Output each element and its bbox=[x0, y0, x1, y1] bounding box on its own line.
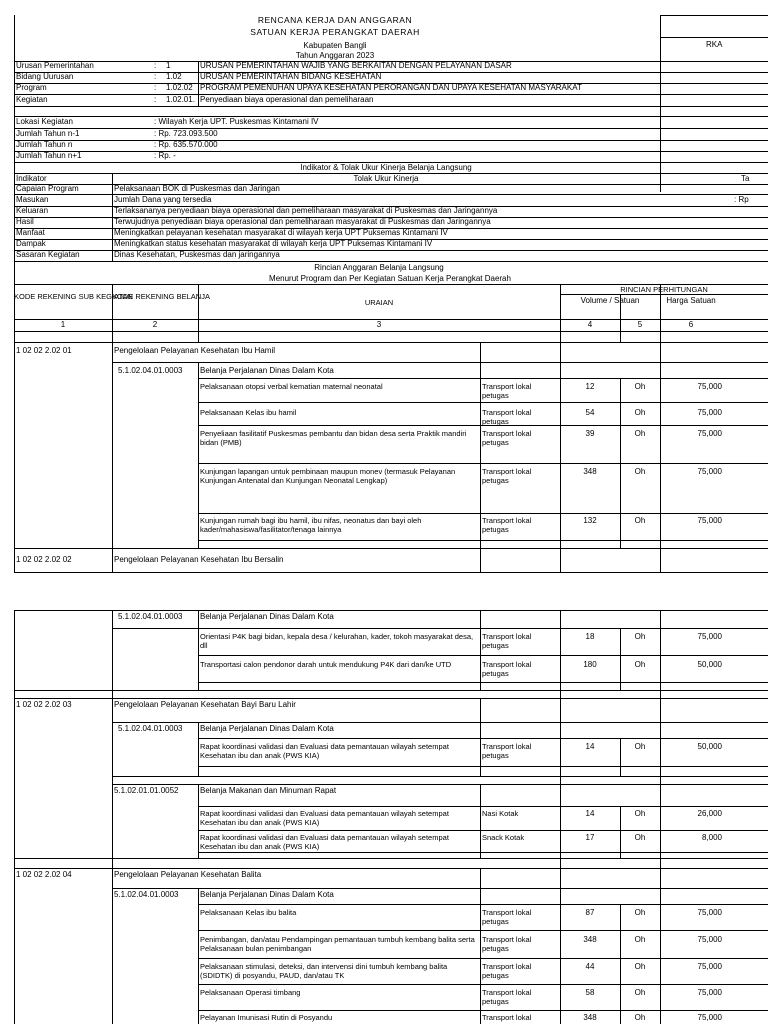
col-rincian: RINCIAN PERHITUNGAN bbox=[620, 285, 708, 294]
indikator-value: Meningkatkan status kesehatan masyarakat di wilayah kerja UPT Puksemas Kintamani IV bbox=[114, 239, 433, 248]
item-uraian: Pelaksanaan stimulasi, deteksi, dan intervensi dini tumbuh kembang balita (SDIDTK) di posyandu, PAUD, dan/atau TK bbox=[200, 962, 448, 980]
lokasi-value: : Rp. 635.570.000 bbox=[154, 140, 218, 149]
info-code: 1.02.02 bbox=[166, 83, 193, 92]
item-volume: 17 bbox=[585, 833, 595, 842]
item-volume: 348 bbox=[583, 935, 597, 944]
item-harga: 75,000 bbox=[697, 935, 722, 944]
item-satuan: Snack Kotak bbox=[482, 833, 525, 842]
item-harga: 75,000 bbox=[697, 962, 722, 971]
item-harga: 75,000 bbox=[697, 632, 722, 641]
indikator-value: Terwujudnya penyediaan biaya operasional dan pemeliharaan masyarakat di Puskesmas dan Jaringannya bbox=[114, 217, 491, 226]
info-label: Program bbox=[16, 83, 47, 92]
item-uraian: Pelaksanaan Kelas ibu hamil bbox=[200, 408, 297, 417]
tolak-ukur-header: Tolak Ukur Kinerja bbox=[353, 174, 419, 183]
lokasi-label: Lokasi Kegiatan bbox=[16, 117, 73, 126]
item-harga: 75,000 bbox=[697, 408, 722, 417]
info-code: 1 bbox=[166, 61, 171, 70]
item-unit: Oh bbox=[634, 382, 646, 391]
item-unit: Oh bbox=[634, 408, 646, 417]
info-value: URUSAN PEMERINTAHAN BIDANG KESEHATAN bbox=[200, 72, 382, 81]
lokasi-value: : Rp. - bbox=[154, 151, 176, 160]
item-unit: Oh bbox=[634, 908, 646, 917]
item-harga: 75,000 bbox=[697, 382, 722, 391]
item-uraian: Transportasi calon pendonor darah untuk mendukung P4K dari dan/ke UTD bbox=[200, 660, 452, 669]
item-volume: 58 bbox=[585, 988, 595, 997]
item-harga: 75,000 bbox=[697, 908, 722, 917]
item-unit: Oh bbox=[634, 467, 646, 476]
tahun-anggaran: Tahun Anggaran 2023 bbox=[295, 51, 375, 60]
item-uraian: Pelaksanaan Kelas ibu balita bbox=[200, 908, 297, 917]
item-uraian: Kunjungan lapangan untuk pembinaan maupun monev (termasuk Pelayanan Kunjungan Antenatal dan Kunjungan Neonatal Lengkap) bbox=[200, 467, 456, 485]
belanja-name: Belanja Perjalanan Dinas Dalam Kota bbox=[200, 724, 334, 733]
item-unit: Oh bbox=[634, 660, 646, 669]
lokasi-label: Jumlah Tahun n+1 bbox=[16, 151, 82, 160]
belanja-code: 5.1.02.01.01.0052 bbox=[114, 786, 179, 795]
item-satuan: Transport lokal petugas bbox=[482, 632, 532, 650]
lokasi-value: : Rp. 723.093.500 bbox=[154, 129, 218, 138]
item-unit: Oh bbox=[634, 516, 646, 525]
item-volume: 14 bbox=[585, 809, 595, 818]
item-volume: 348 bbox=[583, 1013, 597, 1022]
col-volume: Volume / Satuan bbox=[580, 296, 640, 305]
item-uraian: Kunjungan rumah bagi ibu hamil, ibu nifas, neonatus dan bayi oleh kader/mahasiswa/fasilitator/tenaga lainnya bbox=[200, 516, 422, 534]
item-uraian: Penyeliaan fasilitatif Puskesmas pembantu dan bidan desa serta Praktik mandiri bidan (PMB) bbox=[200, 429, 467, 447]
item-satuan: Transport lokal petugas bbox=[482, 988, 532, 1006]
info-label: Bidang Uurusan bbox=[16, 72, 74, 81]
belanja-code: 5.1.02.04.01.0003 bbox=[118, 612, 183, 621]
subkegiatan-code: 1 02 02 2.02 03 bbox=[16, 700, 72, 709]
rincian-subtitle: Menurut Program dan Per Kegiatan Satuan Kerja Perangkat Daerah bbox=[269, 274, 511, 283]
lokasi-label: Jumlah Tahun n bbox=[16, 140, 73, 149]
rincian-title: Rincian Anggaran Belanja Langsung bbox=[314, 263, 444, 272]
rka-code: RKA bbox=[706, 40, 723, 49]
item-volume: 348 bbox=[583, 467, 597, 476]
indikator-label: Dampak bbox=[16, 239, 46, 248]
col-kode-sub: KODE REKENING SUB KEGIATAN bbox=[14, 292, 133, 301]
indikator-extra: : Rp bbox=[734, 195, 749, 204]
item-unit: Oh bbox=[634, 988, 646, 997]
item-volume: 87 bbox=[585, 908, 595, 917]
item-volume: 180 bbox=[583, 660, 597, 669]
item-satuan: Transport lokal bbox=[482, 1013, 532, 1022]
subkegiatan-code: 1 02 02 2.02 04 bbox=[16, 870, 72, 879]
belanja-name: Belanja Makanan dan Minuman Rapat bbox=[200, 786, 337, 795]
belanja-code: 5.1.02.04.01.0003 bbox=[118, 366, 183, 375]
item-satuan: Nasi Kotak bbox=[482, 809, 519, 818]
indikator-label: Manfaat bbox=[16, 228, 45, 237]
belanja-code: 5.1.02.04.01.0003 bbox=[114, 890, 179, 899]
item-uraian: Pelaksanaan otopsi verbal kematian maternal neonatal bbox=[200, 382, 383, 391]
item-harga: 75,000 bbox=[697, 988, 722, 997]
item-volume: 54 bbox=[585, 408, 595, 417]
doc-title-line2: SATUAN KERJA PERANGKAT DAERAH bbox=[250, 27, 420, 37]
item-volume: 132 bbox=[583, 516, 597, 525]
indikator-label: Hasil bbox=[16, 217, 34, 226]
indikator-label: Keluaran bbox=[16, 206, 49, 215]
info-value: Penyediaan biaya operasional dan pemeliharaan bbox=[200, 95, 374, 104]
subkegiatan-title: Pengelolaan Pelayanan Kesehatan Balita bbox=[114, 870, 262, 879]
item-volume: 18 bbox=[585, 632, 595, 641]
item-satuan: Transport lokal petugas bbox=[482, 962, 532, 980]
item-harga: 50,000 bbox=[697, 660, 722, 669]
item-harga: 75,000 bbox=[697, 467, 722, 476]
item-satuan: Transport lokal petugas bbox=[482, 935, 532, 953]
item-unit: Oh bbox=[634, 962, 646, 971]
item-uraian: Pelayanan Imunisasi Rutin di Posyandu bbox=[200, 1013, 333, 1022]
indikator-value: Pelaksanaan BOK di Puskesmas dan Jaringan bbox=[114, 184, 280, 193]
item-satuan: Transport lokal petugas bbox=[482, 382, 532, 400]
indikator-title: Indikator & Tolak Ukur Kinerja Belanja Langsung bbox=[300, 163, 472, 172]
item-volume: 14 bbox=[585, 742, 595, 751]
indikator-label: Sasaran Kegiatan bbox=[16, 250, 80, 259]
belanja-name: Belanja Perjalanan Dinas Dalam Kota bbox=[200, 890, 334, 899]
item-harga: 50,000 bbox=[697, 742, 722, 751]
item-uraian: Rapat koordinasi validasi dan Evaluasi data pemantauan wilayah setempat Kesehatan ibu dan anak (PWS KIA) bbox=[200, 742, 449, 760]
col-kode-belanja: KODE REKENING BELANJA bbox=[112, 292, 210, 301]
item-unit: Oh bbox=[634, 632, 646, 641]
item-satuan: Transport lokal petugas bbox=[482, 467, 532, 485]
left-border bbox=[14, 15, 15, 562]
item-satuan: Transport lokal petugas bbox=[482, 660, 532, 678]
item-uraian: Rapat koordinasi validasi dan Evaluasi data pemantauan wilayah setempat Kesehatan ibu dan anak (PWS KIA) bbox=[200, 833, 449, 851]
col-harga: Harga Satuan bbox=[666, 296, 716, 305]
item-uraian: Orientasi P4K bagi bidan, kepala desa / kelurahan, kader, tokoh masyarakat desa, dll bbox=[200, 632, 474, 650]
lokasi-label: Jumlah Tahun n-1 bbox=[16, 129, 80, 138]
item-unit: Oh bbox=[634, 742, 646, 751]
subkegiatan-title: Pengelolaan Pelayanan Kesehatan Bayi Baru Lahir bbox=[114, 700, 296, 709]
item-harga: 75,000 bbox=[697, 429, 722, 438]
item-satuan: Transport lokal petugas bbox=[482, 516, 532, 534]
lokasi-value: : Wilayah Kerja UPT. Puskesmas Kintamani IV bbox=[154, 117, 319, 126]
subkegiatan-title: Pengelolaan Pelayanan Kesehatan Ibu Bersalin bbox=[114, 555, 284, 564]
item-harga: 26,000 bbox=[697, 809, 722, 818]
subkegiatan-title: Pengelolaan Pelayanan Kesehatan Ibu Hamil bbox=[114, 346, 276, 355]
col-uraian: URAIAN bbox=[364, 298, 394, 307]
indikator-value: Dinas Kesehatan, Puskesmas dan jaringannya bbox=[114, 250, 280, 259]
item-unit: Oh bbox=[634, 833, 646, 842]
item-uraian: Penimbangan, dan/atau Pendampingan pemantauan tumbuh kembang balita serta Pelaksanaan bulan penimbangan bbox=[200, 935, 475, 953]
info-value: URUSAN PEMERINTAHAN WAJIB YANG BERKAITAN DENGAN PELAYANAN DASAR bbox=[200, 61, 512, 70]
item-uraian: Rapat koordinasi validasi dan Evaluasi data pemantauan wilayah setempat Kesehatan ibu dan anak (PWS KIA) bbox=[200, 809, 449, 827]
info-value: PROGRAM PEMENUHAN UPAYA KESEHATAN PERORANGAN DAN UPAYA KESEHATAN MASYARAKAT bbox=[200, 83, 582, 92]
belanja-code: 5.1.02.04.01.0003 bbox=[118, 724, 183, 733]
indikator-col-header: Indikator bbox=[16, 174, 47, 183]
info-label: Kegiatan bbox=[16, 95, 48, 104]
doc-title-line1: RENCANA KERJA DAN ANGGARAN bbox=[257, 15, 413, 25]
subkegiatan-code: 1 02 02 2.02 02 bbox=[16, 555, 72, 564]
indikator-label: Masukan bbox=[16, 195, 49, 204]
item-harga: 75,000 bbox=[697, 516, 722, 525]
item-satuan: Transport lokal petugas bbox=[482, 908, 532, 926]
item-unit: Oh bbox=[634, 1013, 646, 1022]
belanja-name: Belanja Perjalanan Dinas Dalam Kota bbox=[200, 366, 334, 375]
target-header: Ta bbox=[741, 174, 750, 183]
info-code: 1.02.01. bbox=[166, 95, 195, 104]
item-satuan: Transport lokal petugas bbox=[482, 429, 532, 447]
item-volume: 39 bbox=[585, 429, 595, 438]
item-harga: 8,000 bbox=[701, 833, 722, 842]
item-satuan: Transport lokal petugas bbox=[482, 408, 532, 426]
item-harga: 75,000 bbox=[697, 1013, 722, 1022]
item-uraian: Pelaksanaan Operasi timbang bbox=[200, 988, 301, 997]
item-unit: Oh bbox=[634, 809, 646, 818]
item-volume: 44 bbox=[585, 962, 595, 971]
indikator-value: Terlaksananya penyediaan biaya operasional dan pemeliharaan masyarakat di Puskesmas dan Jaringannya bbox=[114, 206, 498, 215]
item-satuan: Transport lokal petugas bbox=[482, 742, 532, 760]
item-unit: Oh bbox=[634, 935, 646, 944]
belanja-name: Belanja Perjalanan Dinas Dalam Kota bbox=[200, 612, 334, 621]
item-unit: Oh bbox=[634, 429, 646, 438]
subkegiatan-code: 1 02 02 2.02 01 bbox=[16, 346, 72, 355]
item-volume: 12 bbox=[585, 382, 595, 391]
info-code: 1.02 bbox=[166, 72, 182, 81]
indikator-value: Meningkatkan pelayanan kesehatan masyarakat di wilayah kerja UPT Puksemas Kintamani IV bbox=[114, 228, 448, 237]
indikator-label: Capaian Program bbox=[16, 184, 79, 193]
info-label: Urusan Pemerintahan bbox=[16, 61, 94, 70]
kabupaten: Kabupaten Bangli bbox=[303, 41, 367, 50]
indikator-value: Jumlah Dana yang tersedia bbox=[114, 195, 212, 204]
